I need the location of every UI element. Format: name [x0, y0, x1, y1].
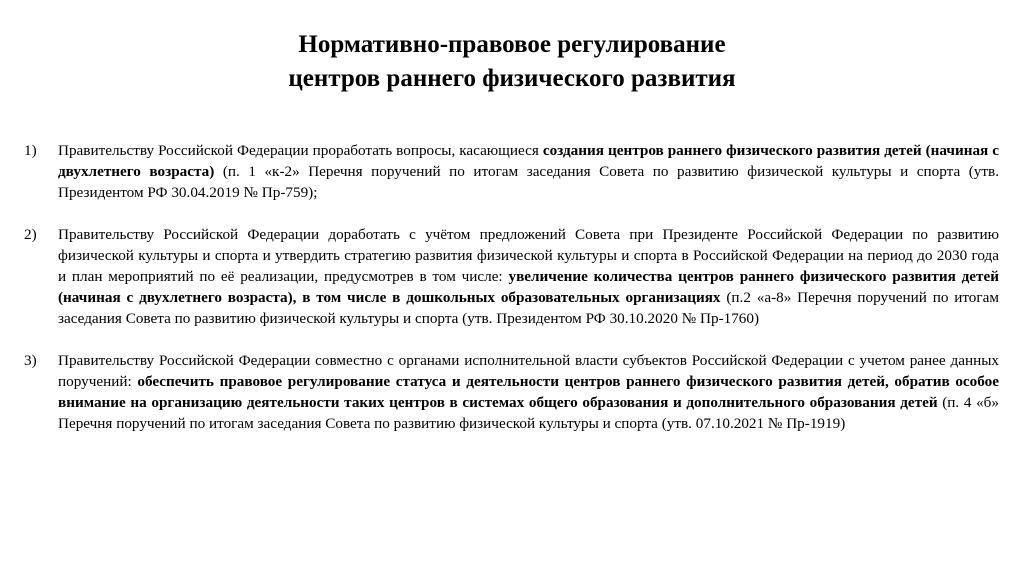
item-bold-text: обеспечить правовое регулирование статуса и деятельности центров раннего физического развития детей, обратив особое внимание на организацию деятельности таких центров в системах общего образования и дополнительного образования детей [58, 373, 999, 411]
item-text: Правительству Российской Федерации доработать с учётом предложений Совета при Президенте Российской Федерации по развитию физической культуры и спорта и утвердить стратегию развития физической культуры и спорта в Российской Федерации на период до 2030 года и план мероприятий по её реализации, предусмотрев в том числе: [58, 226, 999, 285]
item-text: Правительству Российской Федерации совместно с органами исполнительной власти субъектов Российской Федерации с учетом ранее данных поручений: [58, 352, 999, 390]
item-number: 1) [24, 142, 37, 159]
list-item [24, 140, 999, 203]
item-reference-text: (п. 4 «б» Перечня поручений по итогам заседания Совета по развитию физической культуры и спорта (утв. 07.10.2021 № Пр-1919) [58, 394, 999, 432]
list-item [24, 224, 999, 329]
item-number: 3) [24, 352, 37, 369]
item-bold-text: увеличение количества центров раннего физического развития детей (начиная с двухлетнего возраста), в том числе в дошкольных образовательных организациях [58, 268, 999, 306]
item-reference-text: (п.2 «а-8» Перечня поручений по итогам заседания Совета по развитию физической культуры и спорта (утв. Президентом РФ 30.10.2020 № Пр-1760) [58, 289, 999, 327]
item-text: Правительству Российской Федерации проработать вопросы, касающиеся [58, 142, 543, 159]
page-title [0, 28, 1024, 96]
item-number: 2) [24, 226, 37, 243]
item-reference-text: (п. 1 «к-2» Перечня поручений по итогам заседания Совета по развитию физической культуры и спорта (утв. Президентом РФ 30.04.2019 № Пр-759); [58, 163, 999, 201]
regulation-list [24, 140, 999, 455]
title-line-1: Нормативно-правовое регулирование [298, 31, 726, 58]
title-line-2: центров раннего физического развития [288, 65, 736, 92]
item-bold-text: создания центров раннего физического развития детей (начиная с двухлетнего возраста) [58, 142, 1000, 180]
list-item [24, 350, 999, 434]
